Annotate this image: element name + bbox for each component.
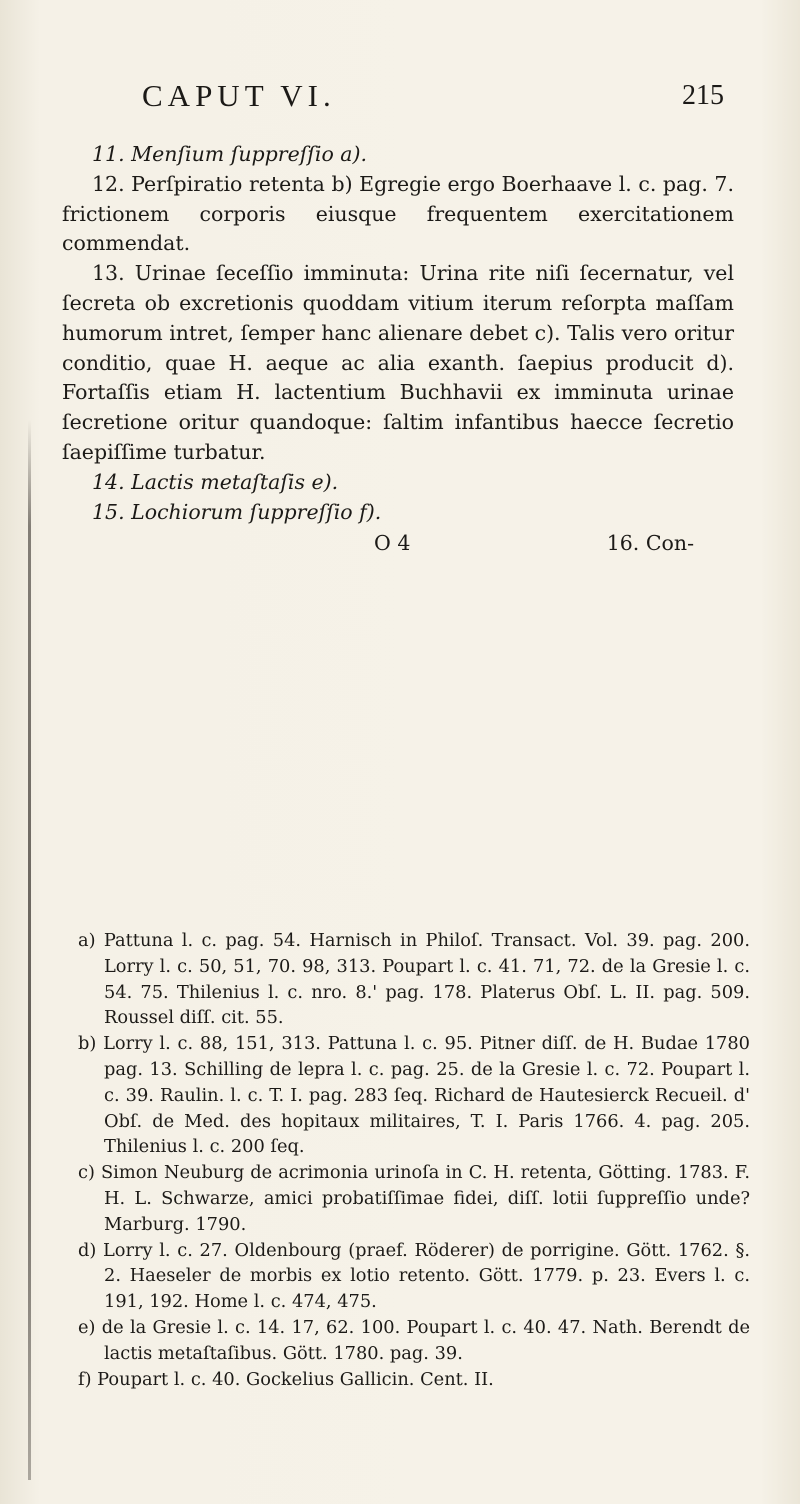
footnotes: [78, 928, 750, 1392]
page-number: 215: [682, 80, 724, 111]
footnote-e: e) de la Gresie l. c. 14. 17, 62. 100. Poupart l. c. 40. 47. Nath. Berendt de lactis metaſtaſibus. Gött. 1780. pag. 39.: [78, 1316, 750, 1364]
page-fold-shadow: [28, 420, 31, 1480]
signature-mark: O 4: [374, 531, 411, 556]
footnote-a: a) Pattuna l. c. pag. 54. Harnisch in Philoſ. Transact. Vol. 39. pag. 200. Lorry l. c. 50, 51, 70. 98, 313. Poupart l. c. 41. 71, 72. de la Gresie l. c. 54. 75. Thilenius l. c. nro. 8.' pag. 178. Platerus Obſ. L. II. pag. 509. Roussel diſſ. cit. 55.: [78, 930, 750, 1029]
footnote-c: c) Simon Neuburg de acrimonia urinoſa in C. H. retenta, Götting. 1783. F. H. L. Schwarze, amici probatiſſimae fidei, diſſ. lotii ſuppreſſio unde? Marburg. 1790.: [78, 1162, 750, 1235]
main-text: [62, 140, 734, 559]
chapter-title: CAPUT VI.: [142, 78, 336, 113]
item-12: 12. Perſpiratio retenta b) Egregie ergo Boerhaave l. c. pag. 7. frictionem corporis eiusque frequentem exercitationem commendat.: [62, 171, 734, 256]
footnote-b: b) Lorry l. c. 88, 151, 313. Pattuna l. c. 95. Pitner diſſ. de H. Budae 1780 pag. 13. Schilling de lepra l. c. pag. 25. de la Gresie l. c. 72. Poupart l. c. 39. Raulin. l. c. T. I. pag. 283 ſeq. Richard de Hautesierck Recueil. d' Obſ. de Med. des hopitaux militaires, T. I. Paris 1766. 4. pag. 205. Thilenius l. c. 200 ſeq.: [78, 1033, 750, 1158]
item-11: 11. Menſium ſuppreſſio a).: [92, 142, 368, 166]
item-13: 13. Urinae ſeceſſio imminuta: Urina rite niſi ſecernatur, vel ſecreta ob excretionis quoddam vitium iterum reſorpta maſſam humorum intret, ſemper hanc alienare debet c). Talis vero oritur conditio, quae H. aeque ac alia exanth. ſaepius producit d). Fortaſſis etiam H. lactentium Buchhavii ex imminuta urinae ſecretione oritur quandoque: ſaltim infantibus haecce ſecretio ſaepiſſime turbatur.: [62, 261, 734, 464]
item-14: 14. Lactis metaſtaſis e).: [92, 469, 339, 494]
footnote-d: d) Lorry l. c. 27. Oldenbourg (praef. Röderer) de porrigine. Gött. 1762. §. 2. Haeseler de morbis ex lotio retento. Gött. 1779. p. 23. Evers l. c. 191, 192. Home l. c. 474, 475.: [78, 1239, 750, 1313]
footnote-f: f) Poupart l. c. 40. Gockelius Gallicin. Cent. II.: [78, 1368, 494, 1390]
item-15: 15. Lochiorum ſuppreſſio f).: [92, 499, 382, 524]
running-head: [0, 78, 800, 118]
signature-line: [62, 529, 734, 559]
catchword: 16. Con-: [606, 531, 694, 556]
